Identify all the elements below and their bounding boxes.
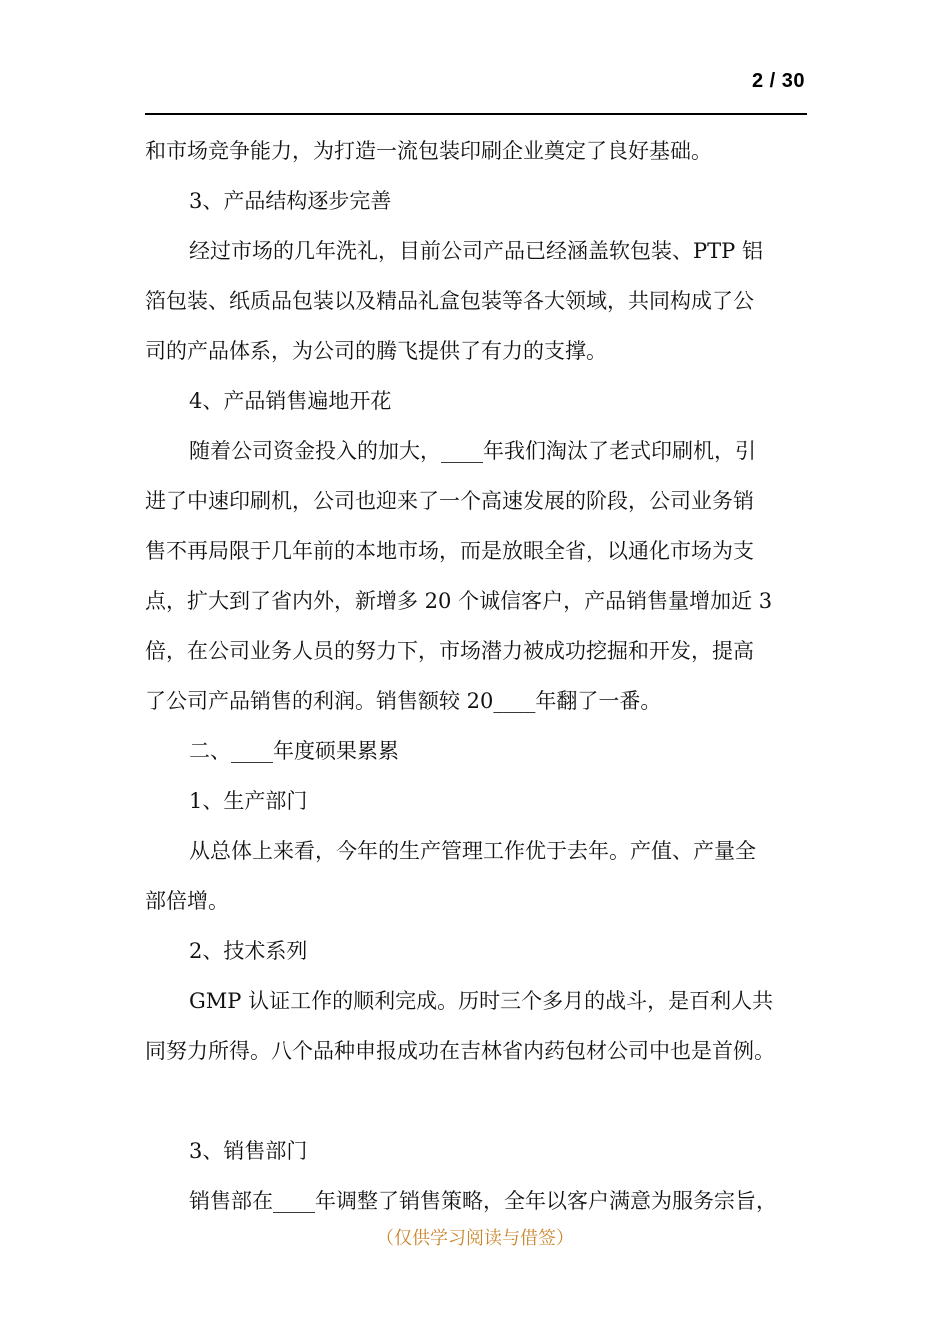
section-heading: 4、产品销售遍地开花: [189, 389, 392, 413]
paragraph-line: 经过市场的几年洗礼，目前公司产品已经涵盖软包装、PTP 铝: [189, 239, 763, 263]
paragraph-line: 随着公司资金投入的加大，____年我们淘汰了老式印刷机，引: [189, 439, 756, 463]
paragraph-line: GMP 认证工作的顺利完成。历时三个多月的战斗，是百利人共: [189, 989, 774, 1013]
paragraph-line: 同努力所得。八个品种申报成功在吉林省内药包材公司中也是首例。: [145, 1039, 775, 1063]
paragraph-line: 了公司产品销售的利润。销售额较 20____年翻了一番。: [145, 689, 662, 713]
paragraph-line: 司的产品体系，为公司的腾飞提供了有力的支撑。: [145, 339, 607, 363]
section-heading: 3、销售部门: [189, 1139, 308, 1163]
paragraph-line: 部倍增。: [145, 889, 229, 913]
document-body: [145, 126, 825, 1226]
paragraph-line: 倍，在公司业务人员的努力下，市场潜力被成功挖掘和开发，提高: [145, 639, 754, 663]
header-rule: [145, 113, 807, 115]
paragraph-gap: [145, 1076, 825, 1126]
page-number: 2 / 30: [751, 70, 805, 92]
paragraph-line: 箔包装、纸质品包装以及精品礼盒包装等各大领域，共同构成了公: [145, 289, 754, 313]
chapter-heading: 二、____年度硕果累累: [189, 739, 399, 763]
section-heading: 1、生产部门: [189, 789, 308, 813]
section-heading: 2、技术系列: [189, 939, 308, 963]
paragraph-line: 和市场竞争能力，为打造一流包装印刷企业奠定了良好基础。: [145, 139, 712, 163]
footer-note: （仅供学习阅读与借签）: [376, 1228, 574, 1249]
paragraph-line: 销售部在____年调整了销售策略，全年以客户满意为服务宗旨，: [189, 1189, 777, 1213]
section-heading: 3、产品结构逐步完善: [189, 189, 392, 213]
paragraph-line: 售不再局限于几年前的本地市场，而是放眼全省，以通化市场为支: [145, 539, 754, 563]
paragraph-line: 点，扩大到了省内外，新增多 20 个诚信客户，产品销售量增加近 3: [145, 589, 773, 613]
paragraph-line: 从总体上来看，今年的生产管理工作优于去年。产值、产量全: [189, 839, 756, 863]
paragraph-line: 进了中速印刷机，公司也迎来了一个高速发展的阶段，公司业务销: [145, 489, 754, 513]
